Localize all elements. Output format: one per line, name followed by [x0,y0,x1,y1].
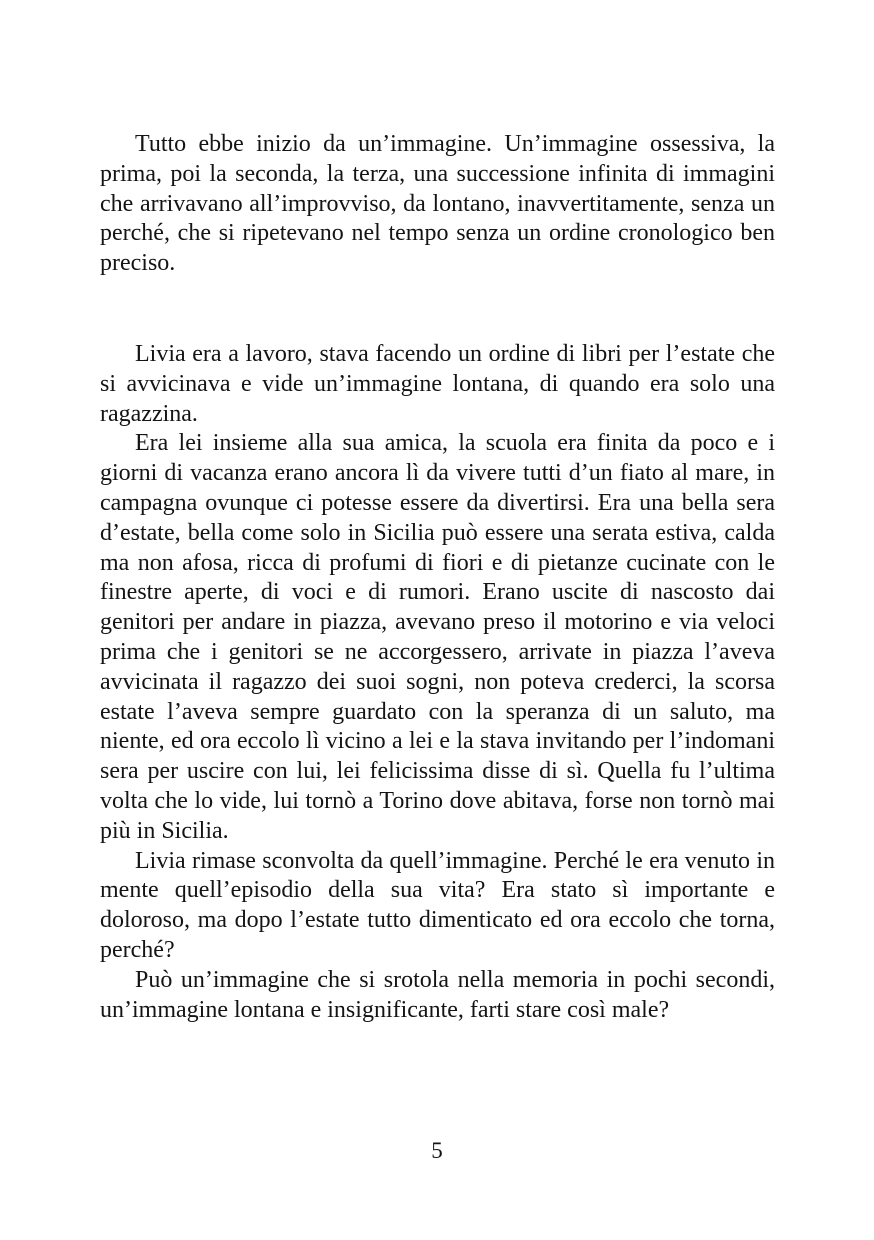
paragraph: Può un’immagine che si srotola nella memoria in pochi secondi, un’immagine lontana e insignificante, farti stare così male? [100,966,775,1023]
paragraph: Era lei insieme alla sua amica, la scuola era finita da poco e i giorni di vacanza erano ancora lì da vivere tutti d’un fiato al mare, in campagna ovunque ci potesse essere da divertirsi. Era una bella sera d’estate, bella come solo in Sicilia può essere una serata estiva, calda ma non afosa, ricca di profumi di fiori e di pietanze cucinate con le finestre aperte, di voci e di rumori. Erano uscite di nascosto dai genitori per andare in piazza, avevano preso il motorino e via veloci prima che i genitori se ne accorgessero, arrivate in piazza l’aveva avvicinata il ragazzo dei suoi sogni, non poteva crederci, la scorsa estate l’aveva sempre guardato con la speranza di un saluto, ma niente, ed ora eccolo lì vicino a lei e la stava invitando per l’indomani sera per uscire con lui, lei felicissima disse di sì. Quella fu l’ultima volta che lo vide, lui tornò a Torino dove abitava, forse non tornò mai più in Sicilia. [100,430,775,844]
paragraph: Livia rimase sconvolta da quell’immagine. Perché le era venuto in mente quell’episodio della sua vita? Era stato sì importante e doloroso, ma dopo l’estate tutto dimenticato ed ora eccolo che torna, perché? [100,847,775,963]
paragraph: Tutto ebbe inizio da un’immagine. Un’immagine ossessiva, la prima, poi la seconda, la terza, una successione infinita di immagini che arrivavano all’improvviso, da lontano, inavvertitamente, senza un perché, che si ripetevano nel tempo senza un ordine cronologico ben preciso. [100,131,775,277]
paragraph: Livia era a lavoro, stava facendo un ordine di libri per l’estate che si avvicinava e vide un’immagine lontana, di quando era solo una ragazzina. [100,340,775,427]
body-text [100,130,775,1025]
page-number: 5 [431,1138,443,1163]
